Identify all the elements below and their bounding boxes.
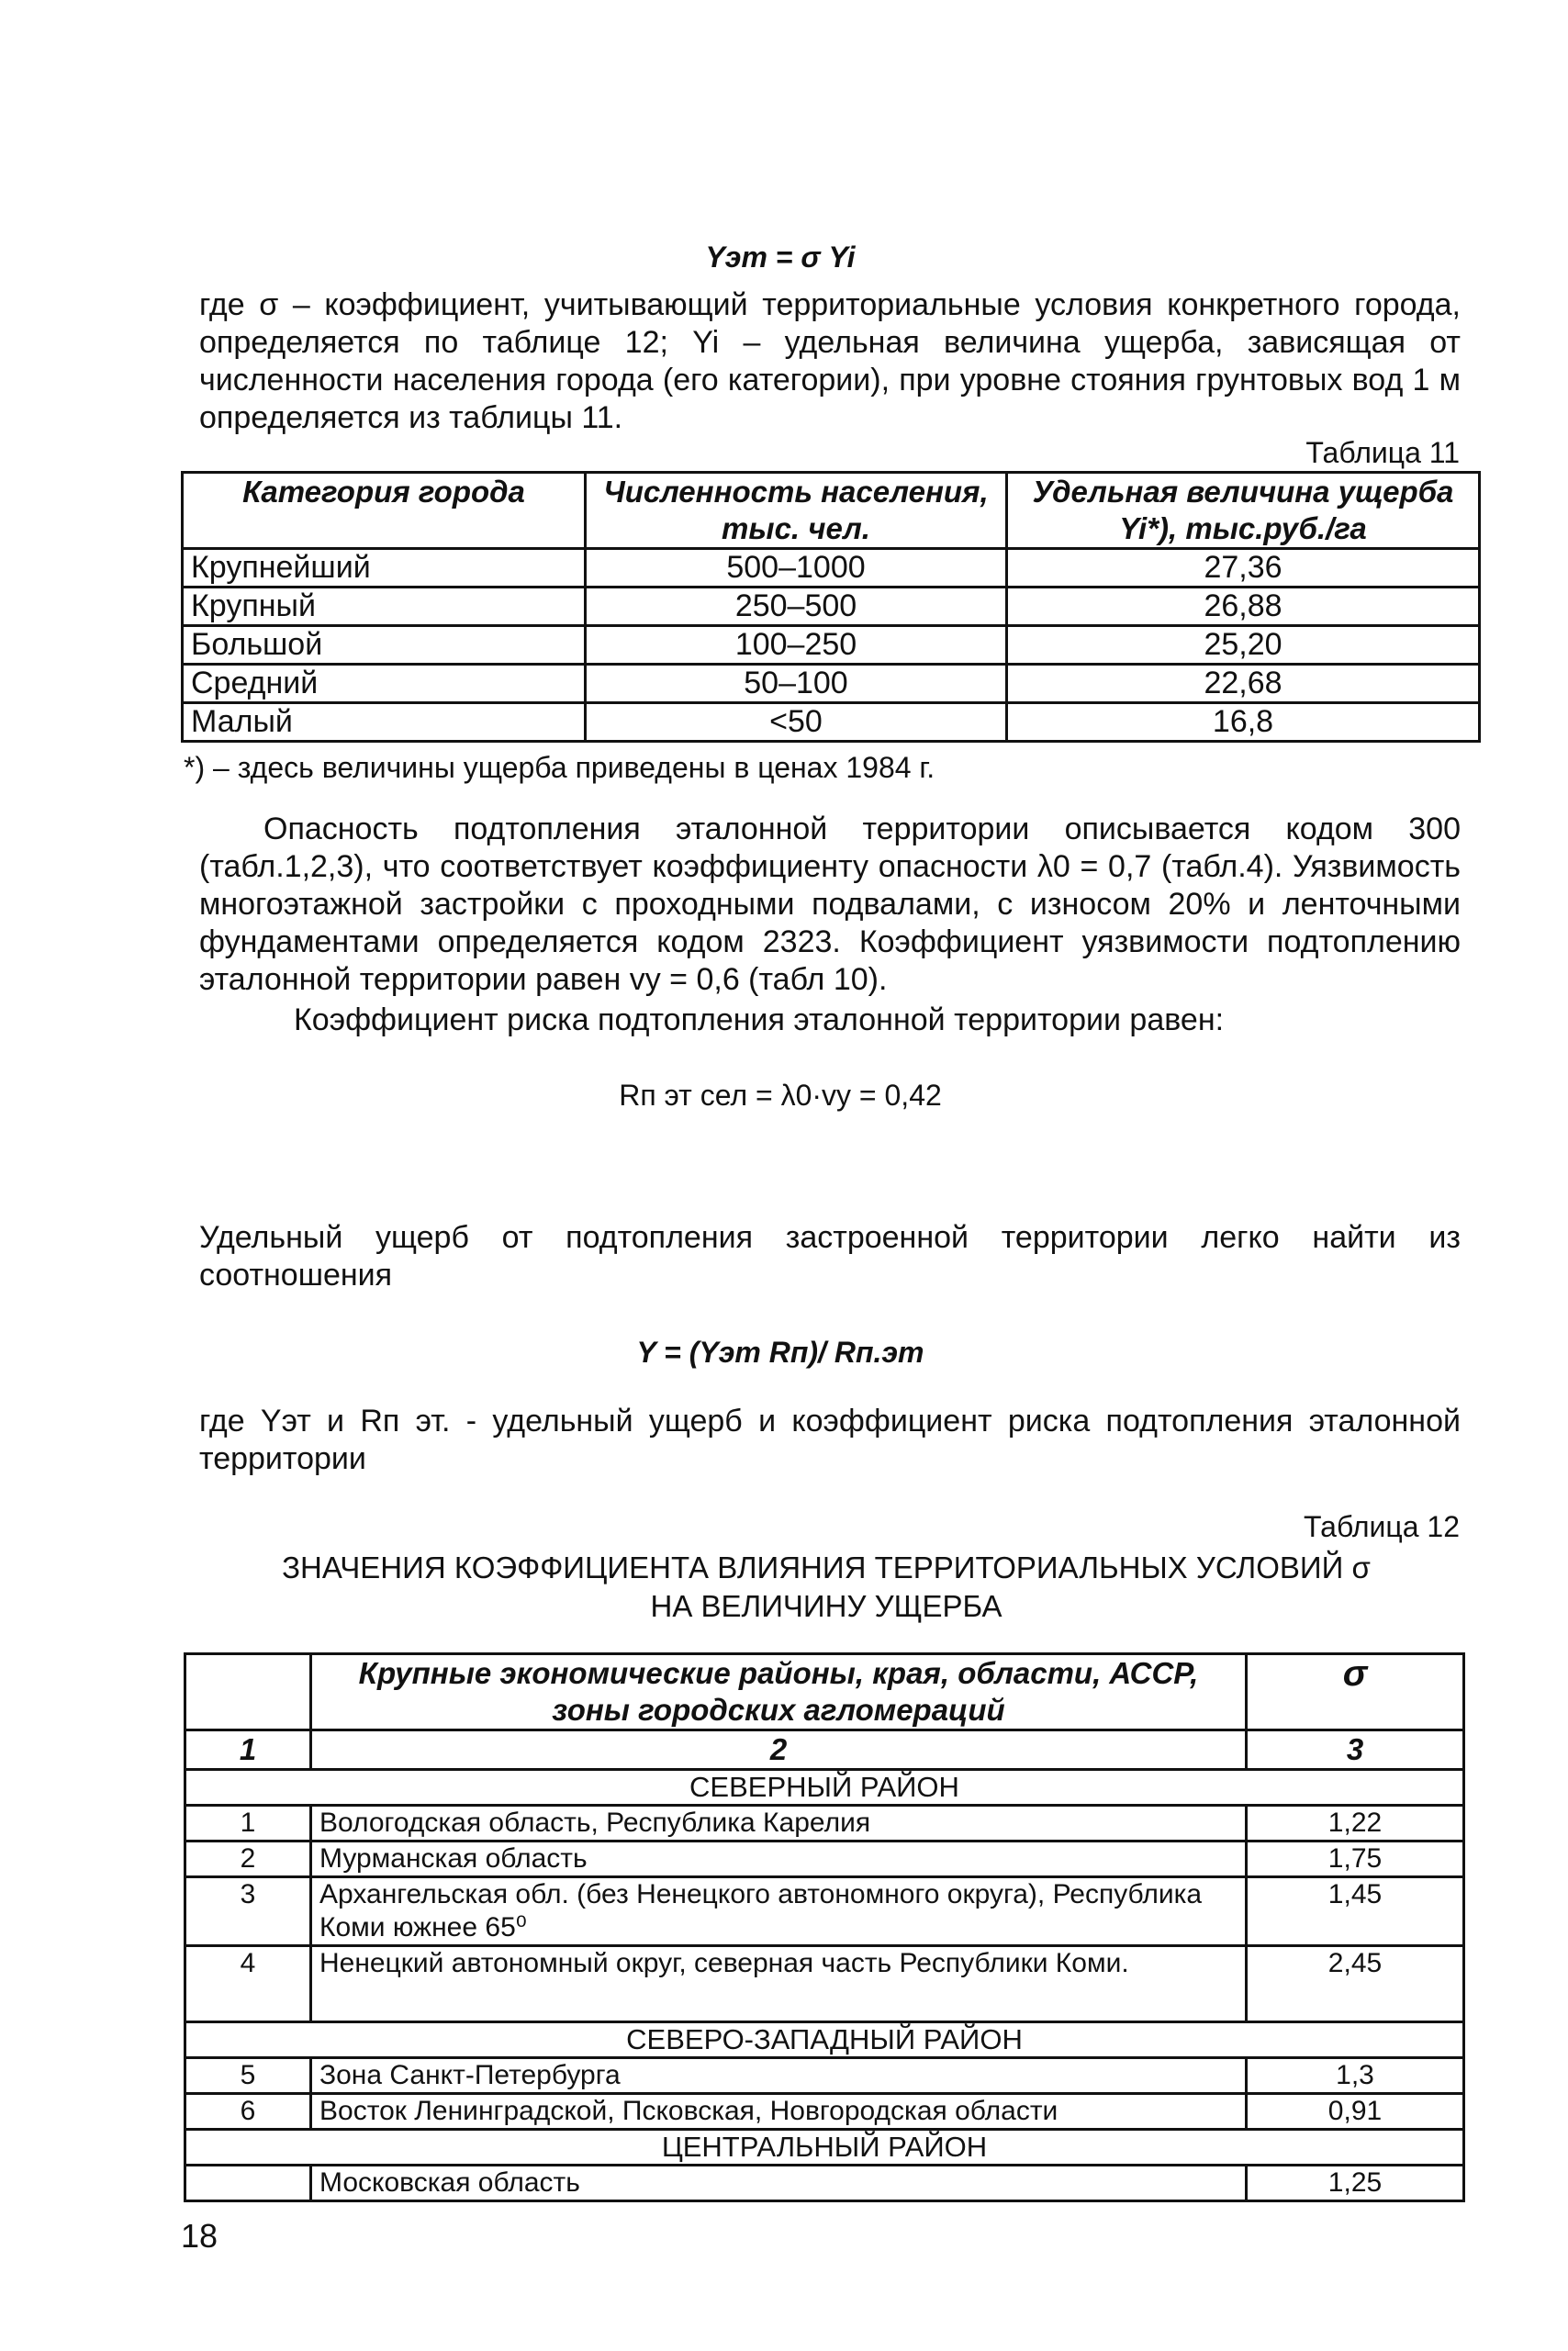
table11-header-row (183, 473, 1480, 549)
table12-cell-num: 1 (185, 1806, 311, 1842)
table12-title-line1: ЗНАЧЕНИЯ КОЭФФИЦИЕНТА ВЛИЯНИЯ ТЕРРИТОРИАЛЬНЫХ УСЛОВИЙ σ (282, 1551, 1371, 1584)
table-row (183, 588, 1480, 626)
table11-cell-category: Средний (183, 665, 586, 703)
table11-cell-damage: 25,20 (1007, 626, 1480, 665)
table12-section-name: ЦЕНТРАЛЬНЫЙ РАЙОН (185, 2130, 1464, 2166)
table12-cell-sigma: 1,22 (1247, 1806, 1464, 1842)
table11-cell-population: 100–250 (586, 626, 1007, 665)
table12-header-blank (185, 1654, 311, 1730)
table-12 (184, 1652, 1465, 2202)
table12-header-row (185, 1654, 1464, 1730)
table11-header-damage: Удельная величина ущерба Yi*), тыс.руб./га (1007, 473, 1480, 549)
table11-footnote: *) – здесь величины ущерба приведены в ценах 1984 г. (184, 751, 935, 784)
table-11 (181, 471, 1481, 743)
table-row (185, 2058, 1464, 2094)
table11-cell-damage: 22,68 (1007, 665, 1480, 703)
table12-caption: Таблица 12 (1304, 1510, 1460, 1543)
table12-cell-region: Московская область (311, 2166, 1247, 2201)
table12-section-row (185, 2022, 1464, 2058)
table12-cell-num: 3 (185, 1877, 311, 1946)
table12-colnum: 3 (1247, 1730, 1464, 1770)
table12-section-row (185, 2130, 1464, 2166)
table12-cell-num: 2 (185, 1842, 311, 1877)
table12-cell-num: 4 (185, 1946, 311, 2022)
paragraph-hazard: Опасность подтопления эталонной территории описывается кодом 300 (табл.1,2,3), что соответствует коэффициенту опасности λ0 = 0,7 (табл.4). Уязвимость многоэтажной застройки с проходными подвалами, с износом 20% и ленточными фундаментами определяется кодом 2323. Коэффициент уязвимости подтоплению эталонной территории равен vy = 0,6 (табл 10). (199, 812, 1461, 997)
table12-cell-num (185, 2166, 311, 2201)
table12-title-line2: НА ВЕЛИЧИНУ УЩЕРБА (650, 1589, 1002, 1623)
table-row (183, 665, 1480, 703)
table12-colnum: 2 (311, 1730, 1247, 1770)
table12-cell-num: 5 (185, 2058, 311, 2094)
paragraph-risk-intro: Коэффициент риска подтопления эталонной территории равен: (294, 1002, 1225, 1037)
table11-cell-damage: 26,88 (1007, 588, 1480, 626)
table12-section-row (185, 1770, 1464, 1806)
table12-cell-num: 6 (185, 2094, 311, 2130)
table-row (185, 1842, 1464, 1877)
table-row (185, 2166, 1464, 2201)
table12-cell-sigma: 1,45 (1247, 1877, 1464, 1946)
formula-y-et: Yэт = σ Yi (705, 241, 856, 274)
table12-cell-sigma: 1,3 (1247, 2058, 1464, 2094)
table12-cell-region: Восток Ленинградской, Псковская, Новгородская области (311, 2094, 1247, 2130)
table-row (183, 703, 1480, 742)
table11-header-population: Численность населения, тыс. чел. (586, 473, 1007, 549)
table11-cell-category: Малый (183, 703, 586, 742)
table12-cell-region: Вологодская область, Республика Карелия (311, 1806, 1247, 1842)
table11-cell-population: 500–1000 (586, 549, 1007, 588)
table11-cell-damage: 16,8 (1007, 703, 1480, 742)
formula-risk: Rп эт сел = λ0·vy = 0,42 (619, 1079, 942, 1112)
formula-damage: Y = (Yэт Rп)/ Rп.эт (636, 1336, 924, 1369)
table11-cell-category: Крупный (183, 588, 586, 626)
paragraph-damage: Удельный ущерб от подтопления застроенной территории легко найти из соотношения (199, 1220, 1461, 1293)
table12-cell-region: Архангельская обл. (без Ненецкого автономного округа), Республика Коми южнее 65⁰ (311, 1877, 1247, 1946)
table12-cell-sigma: 0,91 (1247, 2094, 1464, 2130)
table-row (185, 1946, 1464, 2022)
table12-cell-sigma: 1,25 (1247, 2166, 1464, 2201)
table11-cell-category: Крупнейший (183, 549, 586, 588)
paragraph-sigma-definition: где σ – коэффициент, учитывающий территориальные условия конкретного города, определяется по таблице 12; Yi – удельная величина ущерба, зависящая от численности населения города (его категории), при уровне стояния грунтовых вод 1 м определяется из таблицы 11. (199, 287, 1461, 435)
table-row (185, 1877, 1464, 1946)
table12-cell-region: Зона Санкт-Петербурга (311, 2058, 1247, 2094)
table11-caption: Таблица 11 (1305, 436, 1460, 469)
table12-header-sigma: σ (1247, 1654, 1464, 1730)
table11-cell-damage: 27,36 (1007, 549, 1480, 588)
table12-section-name: СЕВЕРО-ЗАПАДНЫЙ РАЙОН (185, 2022, 1464, 2058)
table-row (183, 626, 1480, 665)
table12-colnum-row (185, 1730, 1464, 1770)
table12-cell-sigma: 1,75 (1247, 1842, 1464, 1877)
table-row (183, 549, 1480, 588)
table-row (185, 1806, 1464, 1842)
table12-header-regions: Крупные экономические районы, края, области, АССР, зоны городских агломераций (311, 1654, 1247, 1730)
table-row (185, 2094, 1464, 2130)
table12-cell-region: Мурманская область (311, 1842, 1247, 1877)
table12-section-name: СЕВЕРНЫЙ РАЙОН (185, 1770, 1464, 1806)
table11-cell-population: 250–500 (586, 588, 1007, 626)
page-number: 18 (181, 2217, 218, 2255)
paragraph-where: где Yэт и Rп эт. - удельный ущерб и коэффициент риска подтопления эталонной территории (199, 1404, 1461, 1476)
table12-cell-sigma: 2,45 (1247, 1946, 1464, 2022)
table12-colnum: 1 (185, 1730, 311, 1770)
table11-header-category: Категория города (183, 473, 586, 549)
table11-cell-population: <50 (586, 703, 1007, 742)
table12-cell-region: Ненецкий автономный округ, северная часть Республики Коми. (311, 1946, 1247, 2022)
table11-cell-population: 50–100 (586, 665, 1007, 703)
table11-cell-category: Большой (183, 626, 586, 665)
